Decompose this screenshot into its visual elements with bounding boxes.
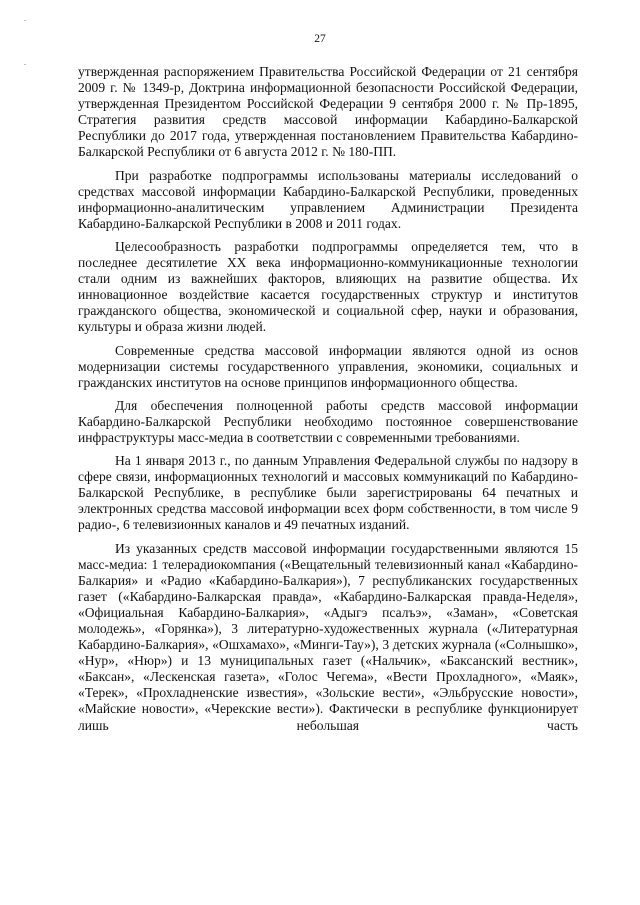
paragraph: утвержденная распоряжением Правительства Российской Федерации от 21 сентября 2009 г. № 1349-р, Доктрина информационной безопасности Российской Федерации, утвержденная Президентом Российской Федерации 9 сентября 2000 г. № Пр-1895, Стратегия развития средств массовой информации Кабардино-Балкарской Республики до 2017 года, утвержденная постановлением Правительства Кабардино-Балкарской Республики от 6 августа 2012 г. № 180-ПП.	[78, 64, 578, 160]
paragraph: Целесообразность разработки подпрограммы определяется тем, что в последнее десятилетие XX века информационно-коммуникационные технологии стали одним из важнейших факторов, влияющих на развитие общества. Их инновационное воздействие касается государственных структур и институтов гражданского общества, экономической и социальной сфер, науки и образования, культуры и образа жизни людей.	[78, 238, 578, 335]
margin-mark: .	[24, 58, 26, 67]
margin-mark: .	[24, 14, 26, 23]
paragraph: Современные средства массовой информации являются одной из основ модернизации системы государственного управления, экономики, социальных и гражданских институтов на основе принципов информационного общества.	[78, 342, 578, 390]
paragraph: При разработке подпрограммы использованы материалы исследований о средствах массовой информации Кабардино-Балкарской Республики, проведенных информационно-аналитическим управлением Администрации Президента Кабардино-Балкарской Республики в 2008 и 2011 годах.	[78, 167, 578, 231]
paragraph: На 1 января 2013 г., по данным Управления Федеральной службы по надзору в сфере связи, информационных технологий и массовых коммуникаций по Кабардино-Балкарской Республике, в республике были зарегистрированы 64 печатных и электронных средства массовой информации всех форм собственности, в том числе 9 радио-, 6 телевизионных каналов и 49 печатных изданий.	[78, 453, 578, 533]
document-body	[78, 64, 578, 734]
paragraph: Для обеспечения полноценной работы средств массовой информации Кабардино-Балкарской Республики необходимо постоянное совершенствование инфраструктуры масс-медиа в соответствии с современными требованиями.	[78, 397, 578, 445]
paragraph: Из указанных средств массовой информации государственными являются 15 масс-медиа: 1 телерадиокомпания («Вещательный телевизионный канал «Кабардино-Балкария» и «Радио «Кабардино-Балкария»), 7 республиканских государственных газет («Кабардино-Балкарская правда», «Кабардино-Балкарская правда-Неделя», «Официальная Кабардино-Балкария», «Адыгэ псалъэ», «Заман», «Советская молодежь», «Горянка»), 3 литературно-художественных журнала («Литературная Кабардино-Балкария», «Ошхамахо», «Минги-Тау»), 3 детских журнала («Солнышко», «Нур», «Нюр») и 13 муниципальных газет («Нальчик», «Баксанский вестник», «Баксан», «Лескенская газета», «Голос Чегема», «Вести Прохладного», «Маяк», «Терек», «Прохладненские известия», «Зольские вести», «Эльбрусские новости», «Майские новости», «Черекские вести»). Фактически в республике функционирует лишь небольшая часть	[78, 540, 578, 733]
page-number: 27	[314, 33, 326, 45]
